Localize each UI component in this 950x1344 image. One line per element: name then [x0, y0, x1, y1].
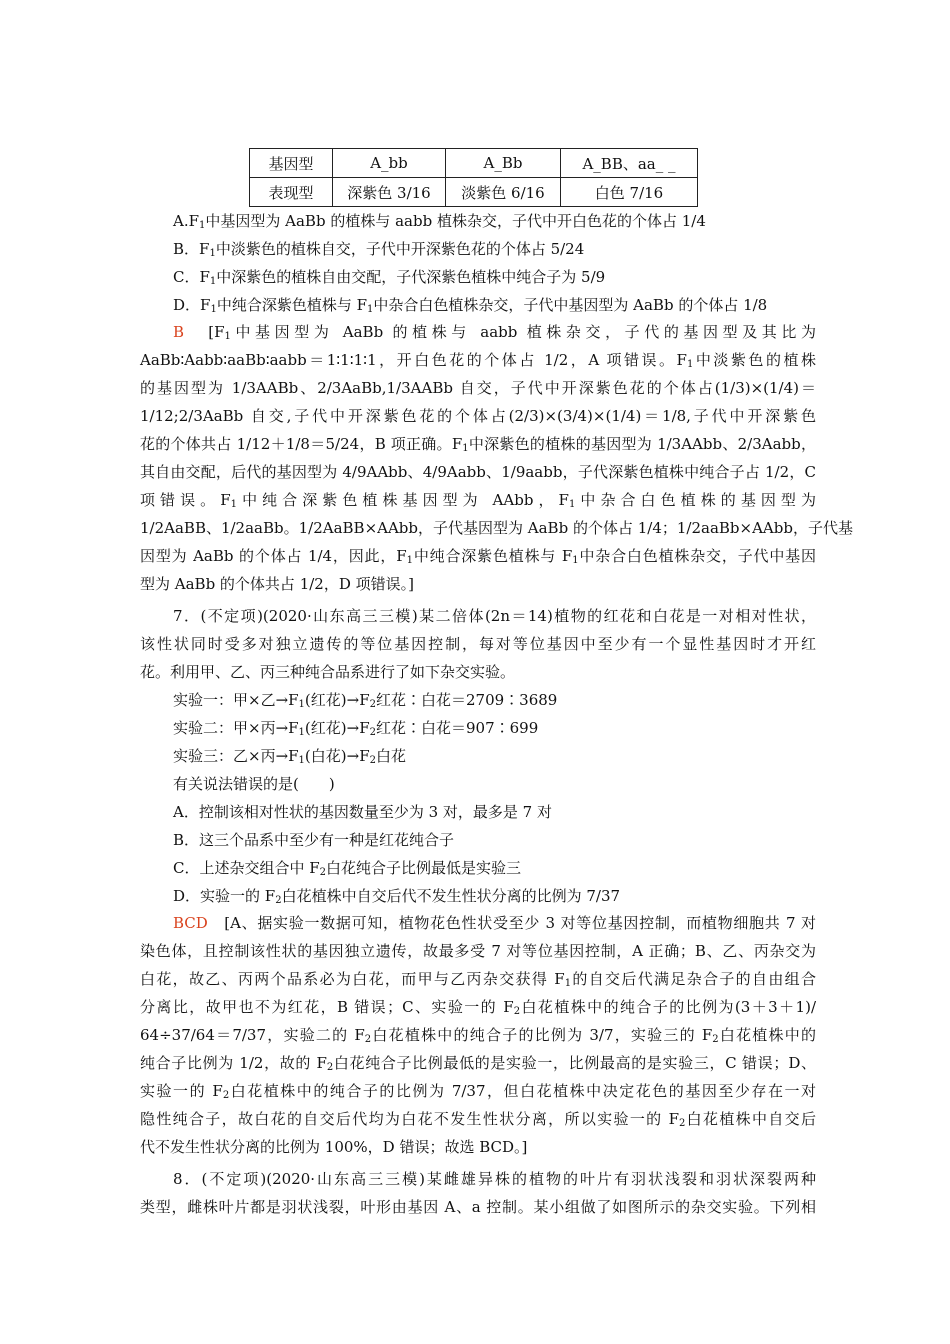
- q7-option-b: B．这三个品系中至少有一种是红花纯合子: [173, 831, 455, 849]
- q7-explanation-line: 白花，故乙、丙两个品系必为白花，而甲与乙丙杂交获得 $F_1$的自交后代满足杂合子的自由组合: [140, 970, 816, 989]
- subscript: 1: [210, 304, 217, 315]
- q6-explanation-line: 项错误。$F_1$中纯合深紫色植株基因型为 AAbb，$F_1$中杂合白色植株的基因型为: [140, 491, 816, 510]
- q6-explanation-line: 型为 AaBb 的个体共占 1/2，D 项错误。]: [140, 575, 414, 593]
- table-cell: A_bb: [333, 149, 446, 178]
- subscript: 1: [230, 499, 238, 510]
- table-cell: 基因型: [250, 149, 333, 178]
- table-cell: 白色 7/16: [561, 178, 698, 207]
- q7-explanation-line: 纯合子比例为 1/2，故的 $F_2$白花纯合子比例最低的是实验一，比例最高的是实验三，C 错误；D、: [140, 1054, 816, 1073]
- q7-explanation-line: 代不发生性状分离的比例为 100%，D 错误；故选 BCD。]: [140, 1138, 528, 1156]
- subscript: 1: [572, 555, 579, 566]
- q6-option-b: B．$F_1$中淡紫色的植株自交，子代中开深紫色花的个体占 5/24: [173, 240, 585, 259]
- subscript: 2: [369, 699, 376, 710]
- table-cell: A_Bb: [446, 149, 561, 178]
- subscript: 1: [462, 443, 469, 454]
- q7-option-a: A．控制该相对性状的基因数量至少为 3 对，最多是 7 对: [173, 803, 552, 821]
- table-cell: 淡紫色 6/16: [446, 178, 561, 207]
- q6-explanation-line: 花的个体共占 1/12＋1/8＝5/24，B 项正确。$F_1$中深紫色的植株的基因型为 1/3AAbb、2/3Aabb，: [140, 435, 816, 454]
- table-row: [250, 149, 698, 178]
- table-cell: 表现型: [250, 178, 333, 207]
- subscript: 2: [275, 895, 282, 906]
- subscript: 2: [369, 727, 376, 738]
- table-cell: 深紫色 3/16: [333, 178, 446, 207]
- q8-stem-line: 8．(不定项)(2020·山东高三三模)某雌雄异株的植物的叶片有羽状浅裂和羽状深裂两种: [173, 1170, 816, 1188]
- q6-explanation-line: AaBb∶Aabb∶aaBb∶aabb＝1∶1∶1∶1，开白色花的个体占 1/2，A 项错误。$F_1$中淡紫色的植株: [140, 351, 816, 370]
- q6-option-c: C．$F_1$中深紫色的植株自由交配，子代深紫色植株中纯合子为 5/9: [173, 268, 606, 287]
- subscript: 1: [199, 220, 206, 231]
- q6-explanation-line: 因型为 AaBb 的个体占 1/4，因此，$F_1$中纯合深紫色植株与 $F_1$中杂合白色植株杂交，子代中基因: [140, 547, 816, 566]
- subscript: 2: [712, 1034, 719, 1045]
- q7-explanation-line: 64÷37/64＝7/37，实验二的 $F_2$白花植株中的纯合子的比例为 3/7，实验三的 $F_2$白花植株中的: [140, 1026, 816, 1045]
- q7-explanation-line: 染色体，且控制该性状的基因独立遗传，故最多受 7 对等位基因控制，A 正确；B、乙、丙杂交为: [140, 942, 816, 960]
- subscript: 1: [406, 555, 413, 566]
- subscript: 2: [513, 1006, 521, 1017]
- subscript: 2: [678, 1118, 686, 1129]
- q6-option-a: $A.F_1$中基因型为 AaBb 的植株与 aabb 植株杂交，子代中开白色花的个体占 1/4: [173, 212, 706, 231]
- q6-explanation-line: 的基因型为 1/3AABb、2/3AaBb,1/3AABb 自交，子代中开深紫色花的个体占(1/3)×(1/4)＝: [140, 379, 816, 397]
- q7-option-d: D．实验一的 $F_2$白花植株中自交后代不发生性状分离的比例为 7/37: [173, 887, 621, 906]
- q7-stem-line: 该性状同时受多对独立遗传的等位基因控制，每对等位基因中至少有一个显性基因时才开红: [140, 635, 816, 653]
- subscript: 2: [319, 867, 327, 878]
- subscript: 2: [369, 755, 376, 766]
- q7-explanation-line: BCD [A、据实验一数据可知，植物花色性状受至少 3 对等位基因控制，而植物细胞共 7 对: [173, 914, 816, 932]
- subscript: 1: [568, 499, 576, 510]
- subscript: 1: [298, 727, 305, 738]
- subscript: 2: [222, 1090, 230, 1101]
- q7-explanation-line: 实验一的 $F_2$白花植株中的纯合子的比例为 7/37，但白花植株中决定花色的基因至少存在一对: [140, 1082, 816, 1101]
- q7-stem-line: 7．(不定项)(2020·山东高三三模)某二倍体(2n＝14)植物的红花和白花是一对相对性状，: [173, 607, 816, 625]
- subscript: 1: [224, 331, 231, 342]
- q7-experiment-2: 实验二：甲×丙$\to F_1$(红花)$\to F_2$红花∶白花＝907∶699: [173, 719, 539, 738]
- q6-option-d: D．$F_1$中纯合深紫色植株与 $F_1$中杂合白色植株杂交，子代中基因型为 AaBb 的个体占 1/8: [173, 296, 768, 315]
- q7-explanation-line: 隐性纯合子，故白花的自交后代均为白花不发生性状分离，所以实验一的 $F_2$白花植株中自交后: [140, 1110, 816, 1129]
- table-row: [250, 178, 698, 207]
- table-cell: A_BB、aa_ _: [561, 149, 698, 178]
- subscript: 1: [686, 359, 694, 370]
- q7-option-c: C．上述杂交组合中 $F_2$白花纯合子比例最低是实验三: [173, 859, 522, 878]
- genotype-phenotype-table: [249, 148, 698, 207]
- q8-stem-line: 类型，雌株叶片都是羽状浅裂，叶形由基因 A、a 控制。某小组做了如图所示的杂交实验。下列相: [140, 1198, 816, 1216]
- subscript: 1: [298, 755, 305, 766]
- answer-key: B: [173, 323, 185, 341]
- subscript: 1: [298, 699, 305, 710]
- q6-explanation-line: 其自由交配，后代的基因型为 4/9AAbb、4/9Aabb、1/9aabb，子代深紫色植株中纯合子占 1/2，C: [140, 463, 816, 481]
- q7-question: 有关说法错误的是( ): [173, 775, 335, 793]
- subscript: 2: [326, 1062, 334, 1073]
- q6-explanation-line: B [$F_1$中基因型为 AaBb 的植株与 aabb 植株杂交，子代的基因型及其比为: [173, 323, 816, 342]
- subscript: 1: [209, 276, 217, 287]
- q7-experiment-3: 实验三：乙×丙$\to F_1$(白花)$\to F_2$白花: [173, 747, 406, 766]
- subscript: 2: [364, 1034, 372, 1045]
- q7-experiment-1: 实验一：甲×乙$\to F_1$(红花)$\to F_2$红花∶白花＝2709∶3689: [173, 691, 558, 710]
- answer-key: BCD: [173, 914, 208, 932]
- q6-explanation-line: 1/2AaBB、1/2aaBb。1/2AaBB×AAbb，子代基因型为 AaBb 的个体占 1/4；1/2aaBb×AAbb，子代基: [140, 519, 853, 537]
- subscript: 1: [367, 304, 374, 315]
- q6-explanation-line: 1/12;2/3AaBb 自交,子代中开深紫色花的个体占(2/3)×(3/4)×(1/4)＝1/8,子代中开深紫色: [140, 407, 816, 425]
- q7-explanation-line: 分离比，故甲也不为红花，B 错误；C、实验一的 $F_2$白花植株中的纯合子的比例为(3＋3＋1)/: [140, 998, 817, 1017]
- q7-stem-line: 花。利用甲、乙、丙三种纯合品系进行了如下杂交实验。: [140, 663, 516, 681]
- subscript: 1: [209, 248, 216, 259]
- subscript: 1: [564, 978, 572, 989]
